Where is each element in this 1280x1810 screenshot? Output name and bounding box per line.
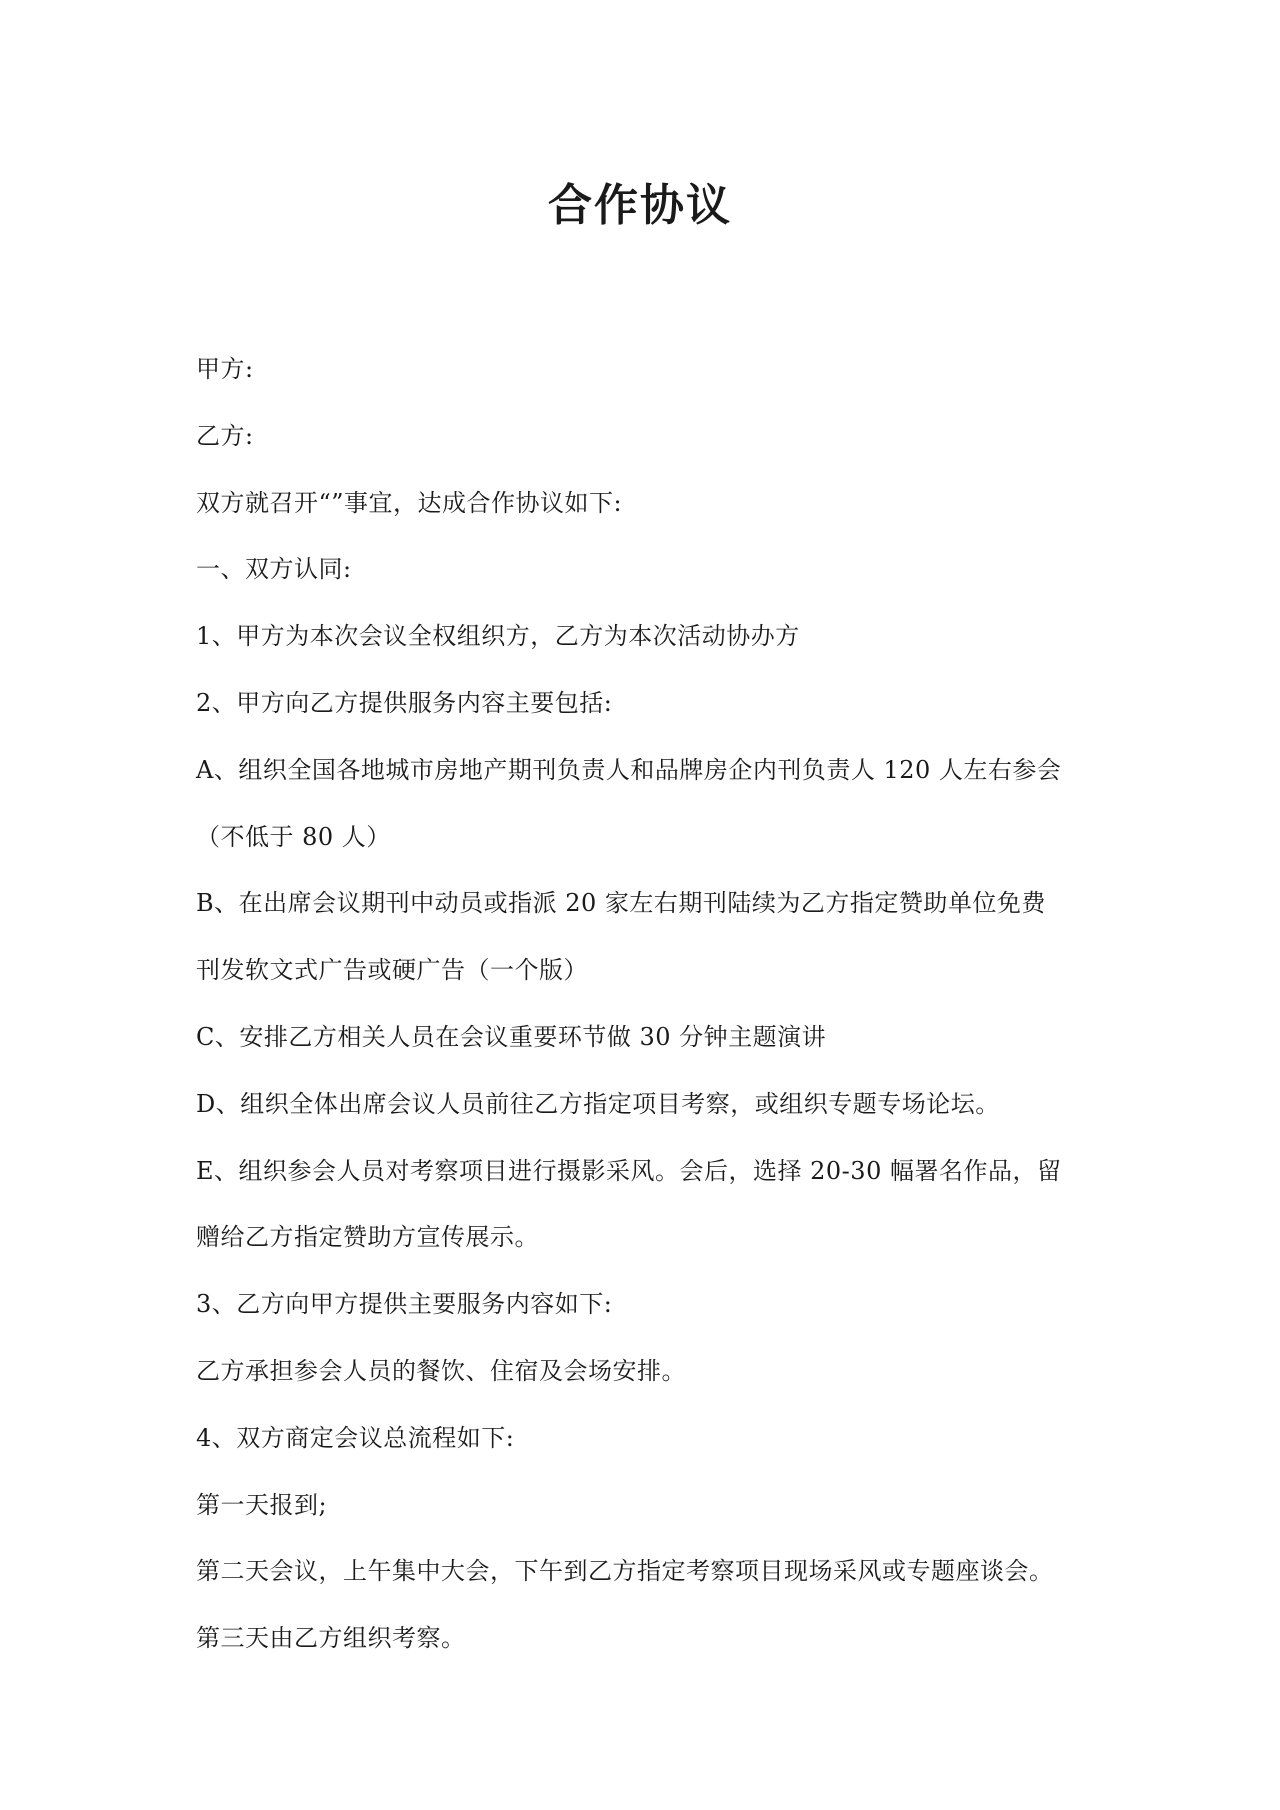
- item-b-line-2: 刊发软文式广告或硬广告（一个版）: [196, 956, 588, 985]
- intro-line: 双方就召开“”事宜，达成合作协议如下:: [196, 488, 623, 517]
- clause-1: 1、甲方为本次会议全权组织方，乙方为本次活动协办方: [196, 622, 800, 651]
- item-c: C、安排乙方相关人员在会议重要环节做 30 分钟主题演讲: [196, 1022, 827, 1051]
- item-b-line-1: B、在出席会议期刊中动员或指派 20 家左右期刊陆续为乙方指定赞助单位免费: [196, 889, 1046, 918]
- item-a-line-1: A、组织全国各地城市房地产期刊负责人和品牌房企内刊负责人 120 人左右参会: [196, 755, 1062, 784]
- day-2: 第二天会议，上午集中大会，下午到乙方指定考察项目现场采风或专题座谈会。: [196, 1557, 1054, 1586]
- item-a-line-2: （不低于 80 人）: [196, 822, 391, 851]
- party-a-line: 甲方:: [196, 355, 254, 383]
- document-title: 合作协议: [548, 180, 732, 231]
- item-e-line-1: E、组织参会人员对考察项目进行摄影采风。会后，选择 20-30 幅署名作品，留: [196, 1156, 1062, 1185]
- clause-3-detail: 乙方承担参会人员的餐饮、住宿及会场安排。: [196, 1356, 686, 1385]
- item-e-line-2: 赠给乙方指定赞助方宣传展示。: [196, 1223, 539, 1252]
- section-1-heading: 一、双方认同:: [196, 555, 352, 584]
- day-3: 第三天由乙方组织考察。: [196, 1624, 466, 1653]
- party-b-line: 乙方:: [196, 421, 254, 450]
- clause-3: 3、乙方向甲方提供主要服务内容如下:: [196, 1290, 613, 1319]
- document-body: [196, 336, 1096, 1672]
- item-d: D、组织全体出席会议人员前往乙方指定项目考察，或组织专题专场论坛。: [196, 1089, 1000, 1118]
- day-1: 第一天报到;: [196, 1490, 328, 1519]
- clause-2: 2、甲方向乙方提供服务内容主要包括:: [196, 688, 613, 717]
- clause-4: 4、双方商定会议总流程如下:: [196, 1423, 515, 1452]
